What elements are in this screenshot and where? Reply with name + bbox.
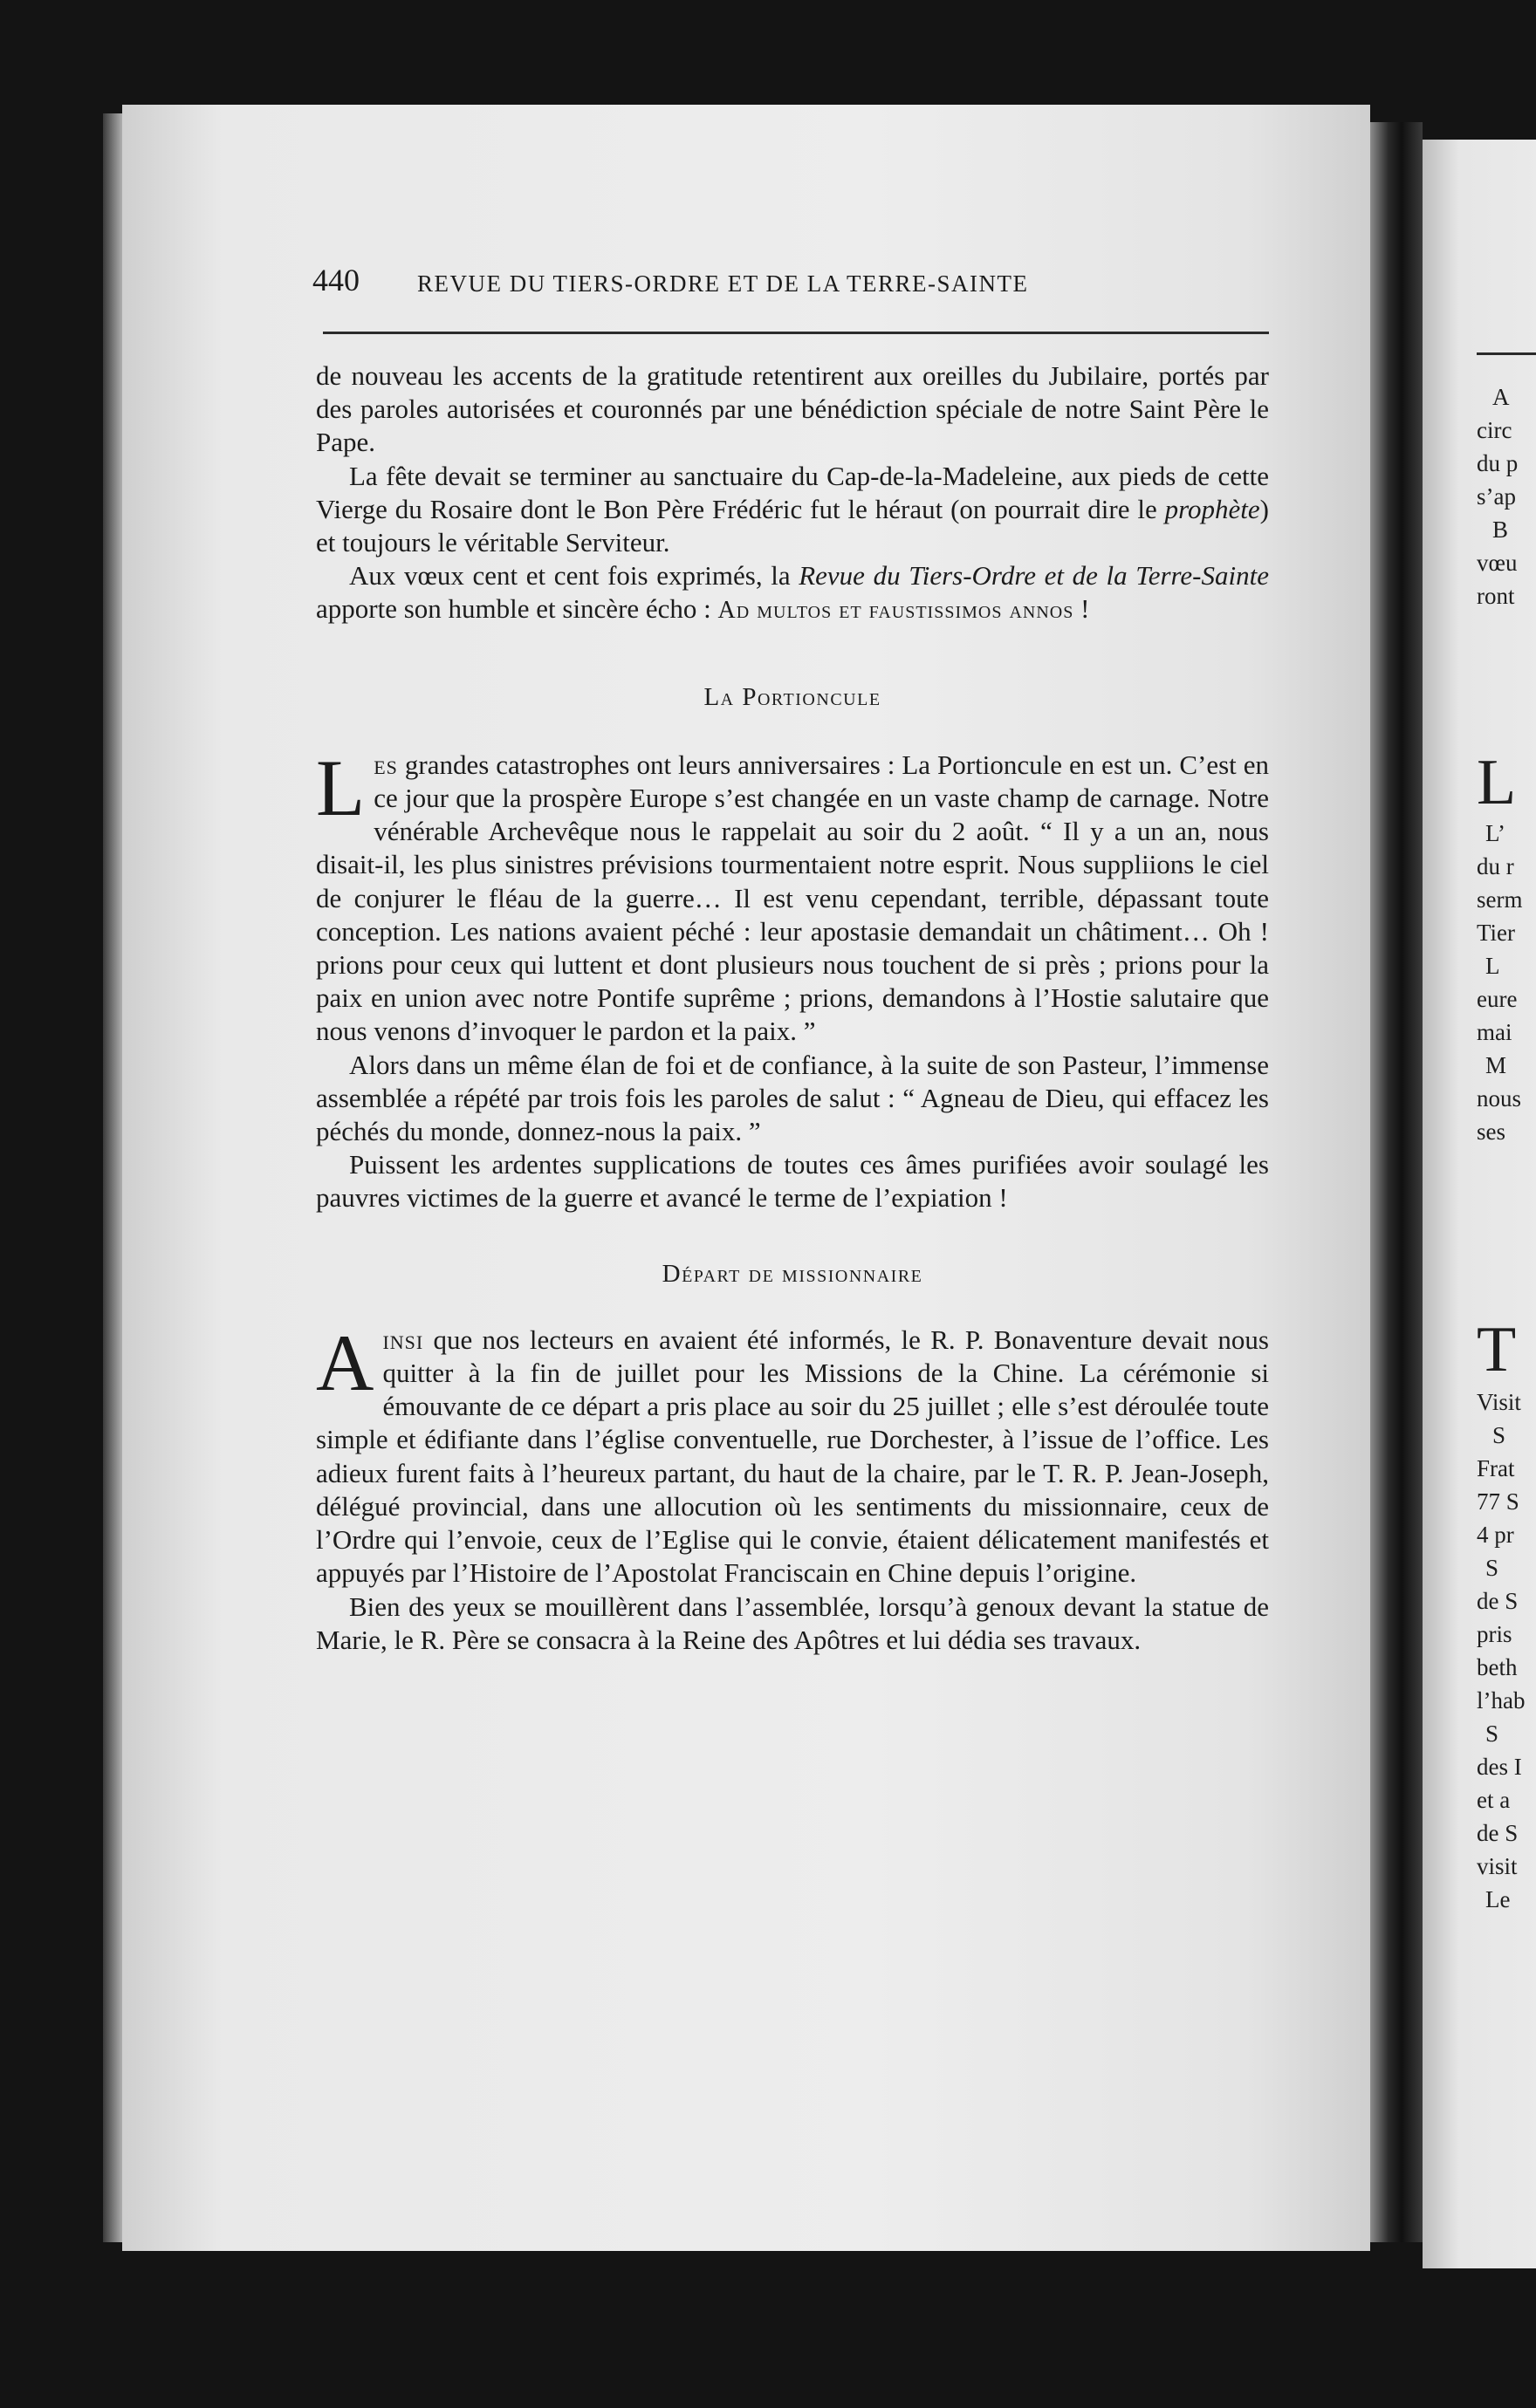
- facing-line: du p: [1477, 450, 1519, 476]
- paragraph: Bien des yeux se mouillèrent dans l’assemblée, lorsqu’à genoux devant la statue de Marie, le R. Père se consacra à la Reine des Apôtres et lui dédia ses travaux.: [316, 1591, 1269, 1655]
- facing-line: Le: [1485, 1886, 1511, 1912]
- facing-line: beth: [1477, 1654, 1518, 1680]
- facing-drop-letter: L: [1477, 747, 1517, 818]
- article-body: [316, 359, 1269, 1657]
- paragraph: Ainsi que nos lecteurs en avaient été informés, le R. P. Bonaventure devait nous quitter à la fin de juillet pour les Missions de la Chine. La cérémonie si émouvante de ce départ a pris place au soir du 25 juillet ; elle s’est déroulée toute simple et édifiante dans l’église conventuelle, rue Dorchester, à l’issue de l’office. Les adieux furent faits à l’heureux partant, du haut de la chaire, par le T. R. P. Jean-Joseph, délégué provincial, dans une allocution où les sentiments du missionnaire, ceux de l’Ordre qui l’envoie, ceux de l’Eglise qui le convie, étaient délicatement manifestés et appuyés par l’Histoire de l’Apostolat Franciscain en Chine depuis l’origine.: [316, 1317, 1269, 1589]
- facing-line: 77 S: [1477, 1488, 1519, 1515]
- facing-line: Tier: [1477, 920, 1516, 946]
- paragraph: Les grandes catastrophes ont leurs anniversaires : La Portioncule en est un. C’est en ce jour que la prospère Europe s’est changée en un vaste champ de carnage. Notre vénérable Archevêque nous le rappelait au soir du 2 août. “ Il y a un an, nous disait-il, les plus sinistres prévisions tourmentaient notre esprit. Nous suppliions le ciel de conjurer le fléau de la guerre… Il est venu cependant, terrible, dépassant toute conception. Les nations avaient péché : leur apostasie demandait un châtiment… Oh ! prions pour ceux qui luttent et dont plusieurs nous touchent de si près ; prions pour la paix en union avec notre Pontife suprême ; prions, demandons à l’Hostie salutaire que nous venons d’invoquer le pardon et la paix. ”: [316, 742, 1269, 1047]
- facing-line: S: [1485, 1555, 1499, 1581]
- facing-line: Visit: [1477, 1389, 1521, 1415]
- facing-line: s’ap: [1477, 483, 1516, 510]
- facing-line: nous: [1477, 1085, 1522, 1112]
- paragraph: La fête devait se terminer au sanctuaire du Cap-de-la-Madeleine, aux pieds de cette Vierge du Rosaire dont le Bon Père Frédéric fut le héraut (on pourrait dire le prophète) et toujours le véritable Serviteur.: [316, 460, 1269, 558]
- facing-line: mai: [1477, 1019, 1512, 1045]
- facing-line: M: [1485, 1052, 1507, 1078]
- facing-line: B: [1492, 516, 1509, 543]
- facing-line: de S: [1477, 1588, 1519, 1614]
- facing-line: L: [1485, 953, 1500, 979]
- running-head: REVUE DU TIERS-ORDRE ET DE LA TERRE-SAINTE: [417, 270, 1029, 297]
- facing-line: L’: [1485, 820, 1506, 846]
- book-gutter: [1370, 122, 1423, 2242]
- facing-drop-letter: T: [1477, 1314, 1517, 1385]
- facing-line: serm: [1477, 886, 1523, 913]
- facing-line: circ: [1477, 417, 1512, 443]
- paragraph: de nouveau les accents de la gratitude retentirent aux oreilles du Jubilaire, portés par des paroles autorisées et couronnés par une bénédiction spéciale de notre Saint Père le Pape.: [316, 360, 1269, 458]
- facing-line: ront: [1477, 583, 1515, 609]
- paragraph: Puissent les ardentes supplications de toutes ces âmes purifiées avoir soulagé les pauvres victimes de la guerre et avancé le terme de l’expiation !: [316, 1149, 1269, 1214]
- facing-line: vœu: [1477, 550, 1518, 576]
- facing-line: visit: [1477, 1853, 1518, 1879]
- facing-line: 4 pr: [1477, 1522, 1514, 1548]
- header-rule: [323, 332, 1269, 334]
- paragraph: Aux vœux cent et cent fois exprimés, la Revue du Tiers-Ordre et de la Terre-Sainte apporte son humble et sincère écho : Ad multos et faustissimos annos !: [316, 560, 1269, 625]
- drop-cap: L: [316, 742, 366, 832]
- facing-line: des I: [1477, 1754, 1522, 1780]
- facing-line: de S: [1477, 1820, 1519, 1846]
- facing-line: eure: [1477, 986, 1518, 1012]
- section-heading: La Portioncule: [703, 682, 881, 711]
- section-heading: Départ de missionnaire: [662, 1259, 923, 1288]
- page-number: 440: [312, 263, 360, 298]
- facing-line: ses: [1477, 1118, 1505, 1145]
- facing-page-fragment: [1423, 140, 1536, 2268]
- facing-line: S: [1485, 1720, 1499, 1747]
- facing-line: pris: [1477, 1621, 1512, 1647]
- drop-cap: A: [316, 1317, 374, 1407]
- facing-line: et a: [1477, 1787, 1511, 1813]
- page-header: [312, 262, 1272, 302]
- facing-line: S: [1492, 1422, 1506, 1448]
- facing-page-rule: [1477, 352, 1536, 355]
- facing-line: du r: [1477, 853, 1514, 879]
- facing-line: Frat: [1477, 1455, 1515, 1481]
- facing-line: A: [1492, 384, 1510, 410]
- paragraph: Alors dans un même élan de foi et de confiance, à la suite de son Pasteur, l’immense assemblée a répété par trois fois les paroles de salut : “ Agneau de Dieu, qui effacez les péchés du monde, donnez-nous la paix. ”: [316, 1049, 1269, 1147]
- facing-line: l’hab: [1477, 1687, 1526, 1714]
